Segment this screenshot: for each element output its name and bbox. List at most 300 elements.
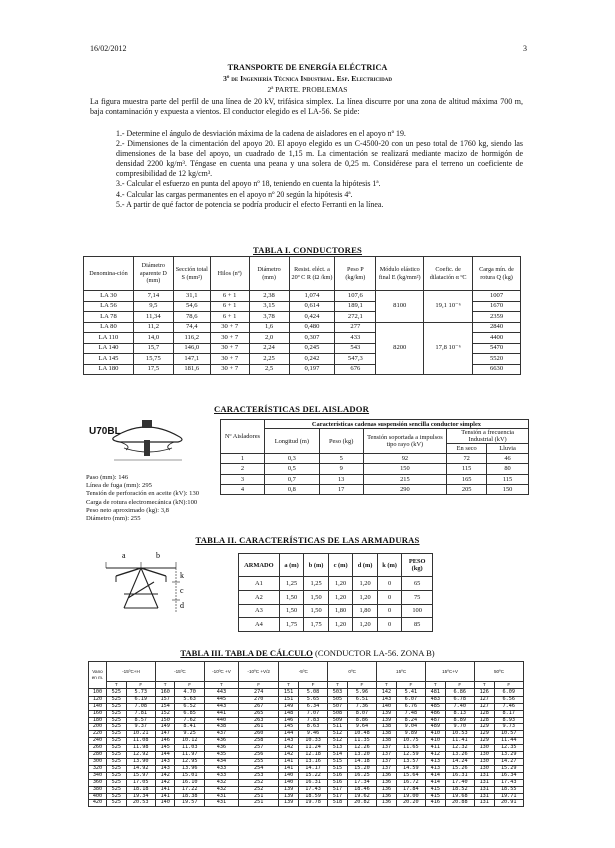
- cell: 137: [377, 752, 397, 759]
- cell: 18.59: [298, 793, 327, 800]
- cell: 420: [89, 800, 107, 807]
- cell: 14.17: [298, 765, 327, 772]
- cell: 151: [279, 696, 299, 703]
- cell: 107,6: [335, 291, 376, 302]
- cell: 525: [107, 752, 127, 759]
- cell: 17.40: [445, 779, 474, 786]
- cell: 138: [377, 731, 397, 738]
- cell: 547,3: [335, 354, 376, 365]
- cell: 138: [377, 724, 397, 731]
- cell: 75: [402, 590, 433, 604]
- cell: 9.89: [396, 731, 425, 738]
- cell: 11.24: [298, 745, 327, 752]
- cell: A1: [239, 577, 280, 591]
- cell: 2,24: [249, 343, 289, 354]
- table-row: [84, 322, 521, 333]
- cell: 438: [204, 724, 238, 731]
- cell: 517: [328, 793, 348, 800]
- question-5: 5.- A partir de qué factor de potencia se podría producir el efecto Ferranti en la línea.: [116, 199, 384, 209]
- cell: 19,1 10⁻⁶: [424, 291, 473, 323]
- cell: 1,20: [328, 618, 353, 632]
- cell: 6.34: [298, 703, 327, 710]
- cell: 146,0: [173, 343, 210, 354]
- cell: 5.96: [347, 688, 376, 696]
- cell: 19.62: [347, 793, 376, 800]
- cell: 85: [402, 618, 433, 632]
- col-0: 0ºC: [328, 662, 377, 682]
- cell: 543: [335, 343, 376, 354]
- cell: 16.25: [347, 772, 376, 779]
- cell: 143: [155, 758, 175, 765]
- col-peso: Peso (kg): [319, 429, 363, 454]
- cell: 414: [426, 779, 446, 786]
- cell: 136: [377, 793, 397, 800]
- cell: 0: [377, 590, 402, 604]
- cell: 7.36: [347, 703, 376, 710]
- cell: 130: [474, 745, 494, 752]
- cell: 9: [319, 464, 363, 474]
- cell: 2840: [473, 322, 521, 333]
- cell: 5470: [473, 343, 521, 354]
- cell: 151: [279, 688, 299, 696]
- col-tension-rayo: Tensión soportada a impulsos tipo rayo (kV): [363, 429, 447, 454]
- table-row: [89, 710, 524, 717]
- cell: 503: [328, 688, 348, 696]
- cell: 514: [328, 752, 348, 759]
- cell: 13.29: [494, 752, 523, 759]
- cell: 15.29: [494, 765, 523, 772]
- cell: 9,5: [133, 301, 173, 312]
- col-d: d (m): [353, 554, 378, 577]
- cell: 129: [474, 724, 494, 731]
- cell: 256: [239, 752, 279, 759]
- cell: 414: [426, 772, 446, 779]
- cell: 11,2: [133, 322, 173, 333]
- cell: 136: [377, 786, 397, 793]
- cell: 160: [155, 688, 175, 696]
- cell: 433: [204, 765, 238, 772]
- cell: 7,14: [133, 291, 173, 302]
- cell: 432: [204, 786, 238, 793]
- cell: 434: [204, 758, 238, 765]
- cell: 1,80: [353, 604, 378, 618]
- cell: 9.70: [445, 724, 474, 731]
- cell: 17.84: [396, 786, 425, 793]
- cell: LA 30: [84, 291, 134, 302]
- cell: 152: [155, 710, 175, 717]
- cell: LA 56: [84, 301, 134, 312]
- col-a: a (m): [279, 554, 304, 577]
- cell: 525: [107, 738, 127, 745]
- cell: 3: [221, 474, 265, 484]
- cell: 127: [474, 703, 494, 710]
- cell: 149: [155, 724, 175, 731]
- cell: 19.68: [445, 793, 474, 800]
- cell: 6.52: [175, 703, 204, 710]
- cell: 54,6: [173, 301, 210, 312]
- tf-header-t: T: [426, 682, 446, 689]
- cell: 17,5: [133, 364, 173, 375]
- cell: 6 + 1: [210, 312, 249, 323]
- cell: 6.09: [494, 688, 523, 696]
- cell: A2: [239, 590, 280, 604]
- cell: 525: [107, 724, 127, 731]
- table3-title: [0, 648, 615, 658]
- tf-header-f: F: [126, 682, 155, 689]
- cell: 1,20: [328, 590, 353, 604]
- cell: 507: [328, 703, 348, 710]
- cell: 149: [279, 703, 299, 710]
- cell: 2,25: [249, 354, 289, 365]
- cell: 140: [377, 703, 397, 710]
- part-line: 2ª PARTE. PROBLEMAS: [267, 85, 348, 94]
- cell: 252: [239, 779, 279, 786]
- cell: 154: [155, 703, 175, 710]
- cell: 9.64: [347, 724, 376, 731]
- table-row: [221, 484, 529, 494]
- cell: 1,75: [279, 618, 304, 632]
- cell: 5.63: [175, 696, 204, 703]
- col-carga-rotura: Carga mín. de rotura Q (kg): [473, 257, 521, 291]
- table3-title-rest: (CONDUCTOR LA-56. ZONA B): [312, 648, 435, 658]
- cell: 5.65: [298, 696, 327, 703]
- cell: 18.38: [175, 793, 204, 800]
- cell: 17.34: [347, 779, 376, 786]
- cell: 1,20: [353, 577, 378, 591]
- cell: 360: [89, 779, 107, 786]
- cell: 19.34: [126, 793, 155, 800]
- cell: 12.95: [175, 758, 204, 765]
- cell: 252: [239, 786, 279, 793]
- col-hilos: Hilos (nº): [210, 257, 249, 291]
- question-1: 1.- Determine el ángulo de desviación máxima de la cadena de aisladores en el apoyo nº 19.: [116, 129, 406, 138]
- cell: 0: [377, 577, 402, 591]
- cell: 140: [279, 772, 299, 779]
- cell: 30 + 7: [210, 364, 249, 375]
- tf-header-row: [89, 682, 524, 689]
- cell: 487: [426, 717, 446, 724]
- cell: 17.22: [175, 786, 204, 793]
- tf-header-t: T: [155, 682, 175, 689]
- cell: 6.76: [396, 703, 425, 710]
- cell: 6630: [473, 364, 521, 375]
- cell: 525: [107, 800, 127, 807]
- cell: 380: [89, 786, 107, 793]
- table-row: [239, 590, 433, 604]
- cell: 136: [377, 779, 397, 786]
- cell: 11.65: [396, 745, 425, 752]
- cell: 13.26: [445, 752, 474, 759]
- cell: 30 + 7: [210, 333, 249, 344]
- cell: 2,38: [249, 291, 289, 302]
- col-resistencia: Resist. eléct. a 20º C R (Ω /km): [289, 257, 335, 291]
- cell: 300: [89, 758, 107, 765]
- cell: 141: [155, 786, 175, 793]
- cell: 270: [239, 696, 279, 703]
- cell: 272,1: [335, 312, 376, 323]
- cell: 30 + 7: [210, 322, 249, 333]
- cell: 19.71: [494, 793, 523, 800]
- cell: 1,50: [279, 604, 304, 618]
- cell: 17.05: [126, 779, 155, 786]
- cell: 0,5: [264, 464, 319, 474]
- cell: 0,7: [264, 474, 319, 484]
- cell: 1,20: [328, 577, 353, 591]
- cell: 129: [474, 731, 494, 738]
- cell: 131: [474, 793, 494, 800]
- armaduras-table: [238, 553, 433, 632]
- cell: 8.63: [298, 724, 327, 731]
- cell: 1670: [473, 301, 521, 312]
- cell: 9.04: [396, 724, 425, 731]
- cell: 16.31: [298, 779, 327, 786]
- col-tension-frecuencia: Tensión a frecuencia Industrial (kV): [447, 429, 529, 444]
- cell: 255: [239, 758, 279, 765]
- cell: 436: [204, 745, 238, 752]
- insulator-model: U70BL: [89, 426, 121, 437]
- cell: 3,78: [249, 312, 289, 323]
- cell: 512: [328, 738, 348, 745]
- cell: 437: [204, 731, 238, 738]
- cell: 410: [426, 731, 446, 738]
- cell: 525: [107, 731, 127, 738]
- cell: LA 80: [84, 322, 134, 333]
- cell: 18.55: [494, 786, 523, 793]
- cell: 10.75: [396, 738, 425, 745]
- label-d: d: [180, 601, 184, 610]
- question-3: 3.- Calcular el esfuerzo en punta del apoyo nº 18, teniendo en cuenta la hipótesis 1ª.: [116, 179, 381, 189]
- tf-header-f: F: [298, 682, 327, 689]
- cell: 10.57: [494, 731, 523, 738]
- table1-title: TABLA I. CONDUCTORES: [253, 245, 362, 255]
- col-vano: Vano en m.: [89, 662, 107, 689]
- cell: 15.22: [298, 772, 327, 779]
- cell: 215: [363, 474, 447, 484]
- cell: 7.81: [126, 710, 155, 717]
- cell: 137: [377, 745, 397, 752]
- cell: 481: [426, 688, 446, 696]
- cell: 130: [474, 765, 494, 772]
- cell: 525: [107, 710, 127, 717]
- intro-paragraph: La figura muestra parte del perfil de una línea de 20 kV, trifásica simplex. La línea discurre por una zona de altitud máxima 700 m, baja contaminación y expuesta a vientos. El conductor elegido es el LA-56. Se pide:: [90, 97, 523, 117]
- cell: 0: [377, 618, 402, 632]
- cell: 147: [155, 731, 175, 738]
- cell: 2: [221, 464, 265, 474]
- insulator-drawing: [86, 416, 216, 464]
- cell: 16.72: [396, 779, 425, 786]
- cell: A3: [239, 604, 280, 618]
- col-armado: ARMADO: [239, 554, 280, 577]
- cell: 8100: [376, 291, 424, 323]
- cell: 251: [239, 793, 279, 800]
- cell: 7.48: [396, 710, 425, 717]
- cell: LA 145: [84, 354, 134, 365]
- cell: 165: [447, 474, 487, 484]
- cell: 253: [239, 772, 279, 779]
- cell: 10.12: [175, 738, 204, 745]
- cell: 15.20: [347, 765, 376, 772]
- cell: 400: [89, 793, 107, 800]
- cell: 143: [279, 738, 299, 745]
- cell: 6 + 1: [210, 291, 249, 302]
- cell: 16.31: [445, 772, 474, 779]
- cell: 126: [474, 688, 494, 696]
- cell: 141: [279, 765, 299, 772]
- cell: 144: [279, 731, 299, 738]
- cell: 525: [107, 779, 127, 786]
- cell: 11.97: [175, 752, 204, 759]
- cell: 13: [319, 474, 363, 484]
- tf-header-t: T: [107, 682, 127, 689]
- cell: 516: [328, 772, 348, 779]
- cell: 17: [319, 484, 363, 494]
- cell: 129: [474, 738, 494, 745]
- cell: A4: [239, 618, 280, 632]
- cell: 416: [426, 800, 446, 807]
- cell: 280: [89, 752, 107, 759]
- cell: 525: [107, 696, 127, 703]
- cell: 7.62: [175, 717, 204, 724]
- cell: 72: [447, 454, 487, 464]
- col-denominacion: Denomina-ción: [84, 257, 134, 291]
- table-row: [84, 291, 521, 302]
- cell: 0,480: [289, 322, 335, 333]
- cell: 518: [328, 800, 348, 807]
- cell: 443: [204, 703, 238, 710]
- cell: 5.08: [298, 688, 327, 696]
- cell: 142: [279, 745, 299, 752]
- cell: 412: [426, 752, 446, 759]
- prop-paso: Paso (mm): 146: [86, 474, 129, 481]
- cell: 92: [363, 454, 447, 464]
- table-row: [239, 604, 433, 618]
- tf-header-t: T: [474, 682, 494, 689]
- cell: 11.98: [126, 745, 155, 752]
- cell: 20.20: [396, 800, 425, 807]
- cell: 1: [221, 454, 265, 464]
- table-row: [89, 800, 524, 807]
- tf-header-f: F: [494, 682, 523, 689]
- cell: 11.03: [175, 745, 204, 752]
- cell: 505: [328, 696, 348, 703]
- cell: 16.34: [494, 772, 523, 779]
- tf-header-f: F: [175, 682, 204, 689]
- cell: 0,242: [289, 354, 335, 365]
- cell: 7.08: [126, 703, 155, 710]
- cell: 8.17: [494, 710, 523, 717]
- cell: 200: [89, 724, 107, 731]
- cell: 431: [204, 793, 238, 800]
- cell: 12.26: [347, 745, 376, 752]
- cell: 6.51: [347, 696, 376, 703]
- cell: 65: [402, 577, 433, 591]
- cell: 516: [328, 779, 348, 786]
- cell: 10.53: [445, 731, 474, 738]
- cell: 80: [487, 464, 529, 474]
- tf-header-t: T: [279, 682, 299, 689]
- cell: 143: [155, 765, 175, 772]
- cell: 515: [328, 765, 348, 772]
- cell: 410: [426, 738, 446, 745]
- cell: 136: [377, 772, 397, 779]
- cell: 260: [89, 745, 107, 752]
- cell: 18.18: [126, 786, 155, 793]
- cell: 1,75: [304, 618, 329, 632]
- col-coeficiente: Coefic. de dilatación α ºC: [424, 257, 473, 291]
- chain-table-caption: Características cadenas suspensión sencilla conductor simplex: [264, 420, 528, 429]
- col-en-seco: En seco: [447, 444, 487, 454]
- cell: 31,1: [173, 291, 210, 302]
- col-m15: -15ºC: [155, 662, 204, 682]
- cell: 290: [363, 484, 447, 494]
- col-diametro: Diámetro (mm): [249, 257, 289, 291]
- cell: 1,80: [328, 604, 353, 618]
- cell: 441: [204, 710, 238, 717]
- cell: 20.53: [126, 800, 155, 807]
- cell: 142: [155, 772, 175, 779]
- cell: 16.10: [175, 779, 204, 786]
- cell: 267: [239, 703, 279, 710]
- cell: 6.85: [175, 710, 204, 717]
- cell: 435: [204, 752, 238, 759]
- cell: 7.83: [298, 717, 327, 724]
- cell: 10.33: [298, 738, 327, 745]
- cell: 9.73: [494, 724, 523, 731]
- cell: 1007: [473, 291, 521, 302]
- cell: 136: [377, 800, 397, 807]
- cell: 12.32: [445, 745, 474, 752]
- cell: 0,8: [264, 484, 319, 494]
- cell: 11.35: [347, 738, 376, 745]
- table3-title-bold: TABLA III. TABLA DE CÁLCULO: [180, 648, 313, 658]
- cell: 6.56: [494, 696, 523, 703]
- cell: 483: [426, 696, 446, 703]
- cell: 17.43: [298, 786, 327, 793]
- cell: 140: [89, 703, 107, 710]
- cell: 142: [279, 752, 299, 759]
- tf-header-f: F: [347, 682, 376, 689]
- cell: 131: [474, 779, 494, 786]
- cell: 517: [328, 786, 348, 793]
- prop-peso-neto: Peso neto aproximado (kg): 3,8: [86, 506, 169, 514]
- cell: 0: [377, 604, 402, 618]
- cell: 143: [377, 696, 397, 703]
- cell: 13.57: [396, 758, 425, 765]
- cell: 14.27: [494, 758, 523, 765]
- label-k: k: [180, 571, 184, 580]
- cell: 20.82: [347, 800, 376, 807]
- tf-header-f: F: [239, 682, 279, 689]
- cell: 120: [89, 696, 107, 703]
- header-date: 16/02/2012: [90, 44, 127, 53]
- cell: 7.07: [298, 710, 327, 717]
- cell: 6 + 1: [210, 301, 249, 312]
- cell: 142: [155, 779, 175, 786]
- cell: 0,614: [289, 301, 335, 312]
- cell: 131: [474, 800, 494, 807]
- cell: 513: [328, 745, 348, 752]
- cell: 515: [328, 758, 348, 765]
- cell: 8.41: [175, 724, 204, 731]
- cell: 142: [377, 688, 397, 696]
- cell: 251: [239, 800, 279, 807]
- cell: 6.19: [126, 696, 155, 703]
- cell: 205: [447, 484, 487, 494]
- cell: 145: [279, 724, 299, 731]
- cell: 10.21: [126, 731, 155, 738]
- cell: 19.57: [175, 800, 204, 807]
- cell: 14.92: [126, 765, 155, 772]
